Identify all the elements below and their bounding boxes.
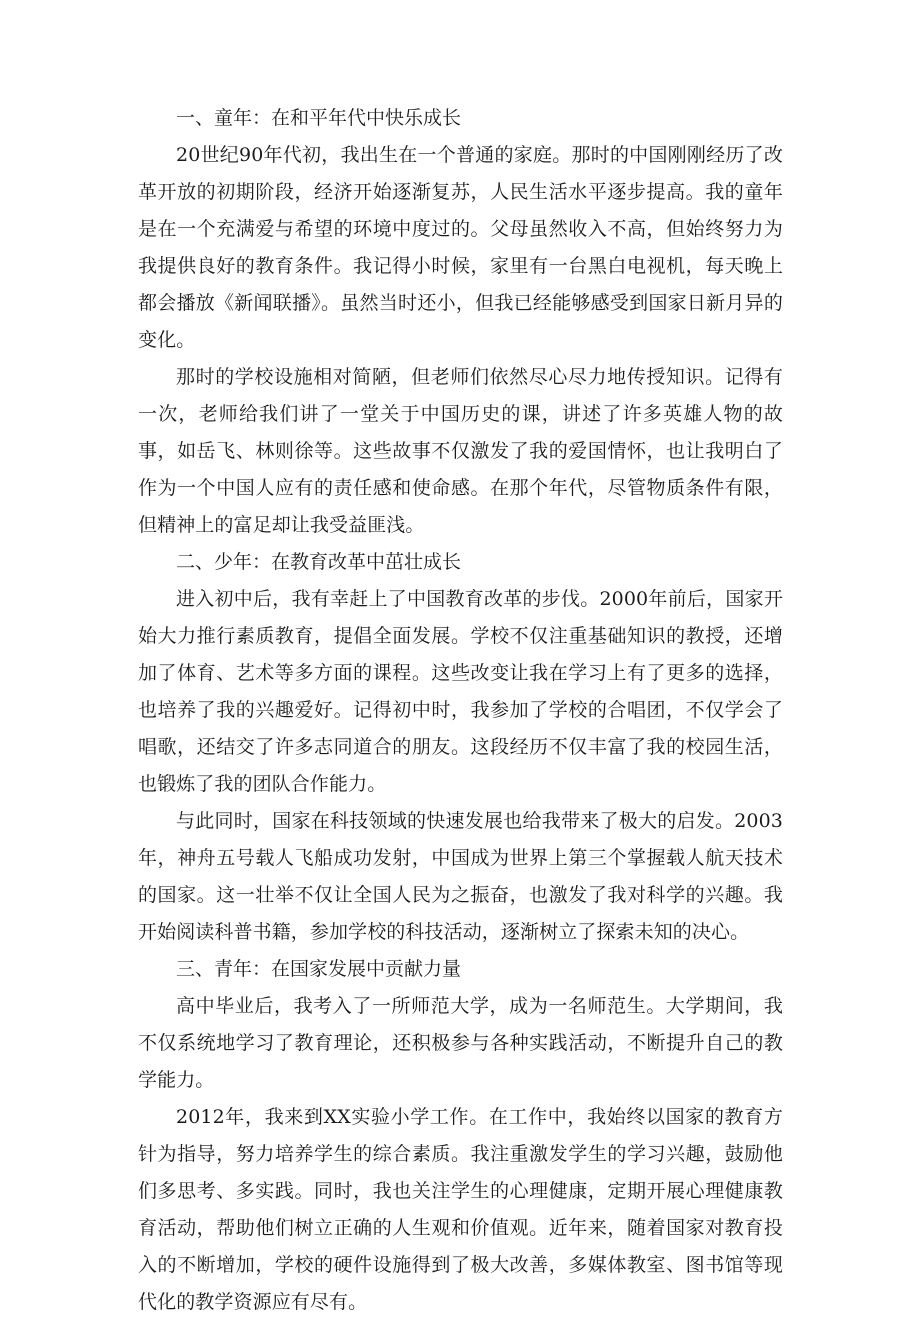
section-heading: 三、青年：在国家发展中贡献力量 xyxy=(176,958,462,980)
paragraph: 2012年，我来到XX实验小学工作。在工作中，我始终以国家的教育方针为指导，努力培养学生的综合素质。我注重激发学生的学习兴趣，鼓励他们多思考、多实践。同时，我也关注学生的心理健康，定期开展心理健康教育活动，帮助他们树立正确的人生观和价值观。近年来，随着国家对教育投入的不断增加，学校的硬件设施得到了极大改善，多媒体教室、图书馆等现代化的教学资源应有尽有。 xyxy=(138,1106,783,1313)
section-heading: 二、少年：在教育改革中茁壮成长 xyxy=(176,551,462,573)
paragraph: 高中毕业后，我考入了一所师范大学，成为一名师范生。大学期间，我不仅系统地学习了教育理论，还积极参与各种实践活动，不断提升自己的教学能力。 xyxy=(138,995,783,1091)
paragraph: 那时的学校设施相对简陋，但老师们依然尽心尽力地传授知识。记得有一次，老师给我们讲了一堂关于中国历史的课，讲述了许多英雄人物的故事，如岳飞、林则徐等。这些故事不仅激发了我的爱国情怀，也让我明白了作为一个中国人应有的责任感和使命感。在那个年代，尽管物质条件有限，但精神上的富足却让我受益匪浅。 xyxy=(138,366,783,536)
section-adolescence xyxy=(138,544,783,951)
paragraph: 20世纪90年代初，我出生在一个普通的家庭。那时的中国刚刚经历了改革开放的初期阶段，经济开始逐渐复苏，人民生活水平逐步提高。我的童年是在一个充满爱与希望的环境中度过的。父母虽然收入不高，但始终努力为我提供良好的教育条件。我记得小时候，家里有一台黑白电视机，每天晚上都会播放《新闻联播》。虽然当时还小，但我已经能够感受到国家日新月异的变化。 xyxy=(138,144,783,351)
section-youth xyxy=(138,951,783,1321)
paragraph: 与此同时，国家在科技领域的快速发展也给我带来了极大的启发。2003年，神舟五号载人飞船成功发射，中国成为世界上第三个掌握载人航天技术的国家。这一壮举不仅让全国人民为之振奋，也激发了我对科学的兴趣。我开始阅读科普书籍，参加学校的科技活动，逐渐树立了探索未知的决心。 xyxy=(138,810,783,943)
section-childhood xyxy=(138,100,783,544)
document-page xyxy=(138,100,783,1321)
paragraph: 进入初中后，我有幸赶上了中国教育改革的步伐。2000年前后，国家开始大力推行素质教育，提倡全面发展。学校不仅注重基础知识的教授，还增加了体育、艺术等多方面的课程。这些改变让我在学习上有了更多的选择，也培养了我的兴趣爱好。记得初中时，我参加了学校的合唱团，不仅学会了唱歌，还结交了许多志同道合的朋友。这段经历不仅丰富了我的校园生活，也锻炼了我的团队合作能力。 xyxy=(138,588,783,795)
section-heading: 一、童年：在和平年代中快乐成长 xyxy=(176,107,462,129)
